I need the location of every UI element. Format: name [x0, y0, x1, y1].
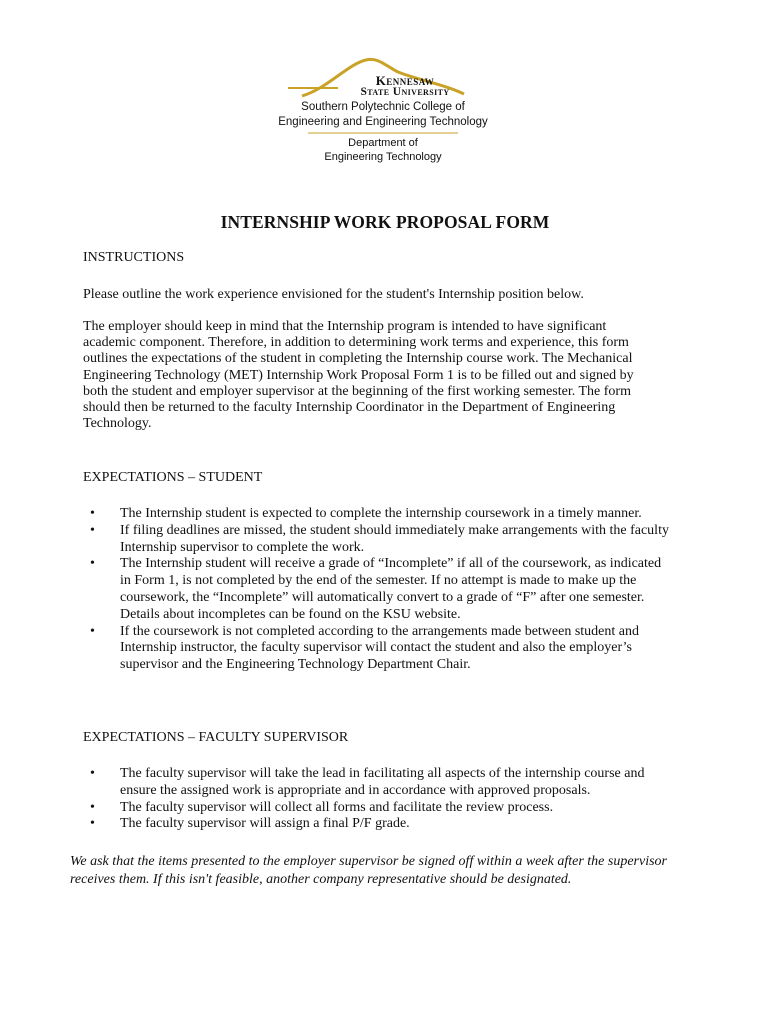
student-expectations-heading: EXPECTATIONS – STUDENT [83, 470, 263, 485]
bullet-icon: • [90, 766, 95, 781]
logo-divider [268, 54, 498, 166]
logo-department-line2: Engineering Technology [324, 151, 442, 163]
instructions-heading: INSTRUCTIONS [83, 250, 185, 265]
logo-college-line2: Engineering and Engineering Technology [278, 116, 488, 128]
bullet-icon: • [90, 799, 95, 815]
list-item: • The faculty supervisor will collect all forms and facilitate the review process. [90, 799, 554, 815]
bullet-icon: • [90, 556, 95, 572]
bullet-icon: • [90, 522, 95, 538]
list-item: • The Internship student is expected to complete the internship coursework in a timely manner. [90, 506, 642, 521]
logo-college-line1: Southern Polytechnic College of [301, 101, 465, 113]
faculty-expectations-heading: EXPECTATIONS – FACULTY SUPERVISOR [83, 730, 349, 745]
bullet-icon: • [90, 816, 95, 832]
instructions-paragraph-1: Please outline the work experience envisioned for the student's Internship position below. [83, 287, 584, 302]
logo-department-line1: Department of [348, 137, 418, 149]
closing-note: We ask that the items presented to the employer supervisor be signed off within a week after the supervisor receives them. If this isn't feasible, another company representative should be designated. [70, 854, 667, 887]
logo-state-university-text: State University [360, 86, 450, 98]
list-item: • If filing deadlines are missed, the student should immediately make arrangements with the faculty Internship supervisor to complete the work. [90, 522, 669, 555]
page-title: INTERNSHIP WORK PROPOSAL FORM [220, 212, 550, 232]
list-item: • The faculty supervisor will assign a final P/F grade. [90, 816, 410, 832]
bullet-icon: • [90, 623, 95, 639]
student-expectations-list [83, 506, 673, 674]
ksu-logo [268, 54, 498, 166]
list-item: • If the coursework is not completed according to the arrangements made between student and Internship instructor, the faculty supervisor will contact the student and also the employer’s supervisor and the Engineering Technology Department Chair. [90, 623, 639, 673]
instructions-paragraph-2: The employer should keep in mind that the Internship program is intended to have significant academic component. Therefore, in addition to determining work terms and experience, this form outlines the expectations of the student in completing the Internship course work. The Mechanical Engineering Technology (MET) Internship Work Proposal Form 1 is to be filled out and signed by both the student and employer supervisor at the beginning of the first working semester. The form should then be returned to the faculty Internship Coordinator in the Department of Engineering Technology. [83, 319, 634, 432]
logo-kennesaw-text: Kennesaw [375, 73, 435, 88]
faculty-expectations-list [83, 766, 673, 833]
list-item: • The Internship student will receive a grade of “Incomplete” if all of the coursework, as indicated in Form 1, is not completed by the end of the semester. If no attempt is made to make up the coursework, the “Incomplete” will automatically convert to a grade of “F” after one semester. Details about incompletes can be found on the KSU website. [90, 556, 662, 622]
bullet-icon: • [90, 506, 95, 521]
list-item: • The faculty supervisor will take the lead in facilitating all aspects of the internship course and ensure the assigned work is appropriate and in accordance with approved proposals. [90, 766, 645, 798]
